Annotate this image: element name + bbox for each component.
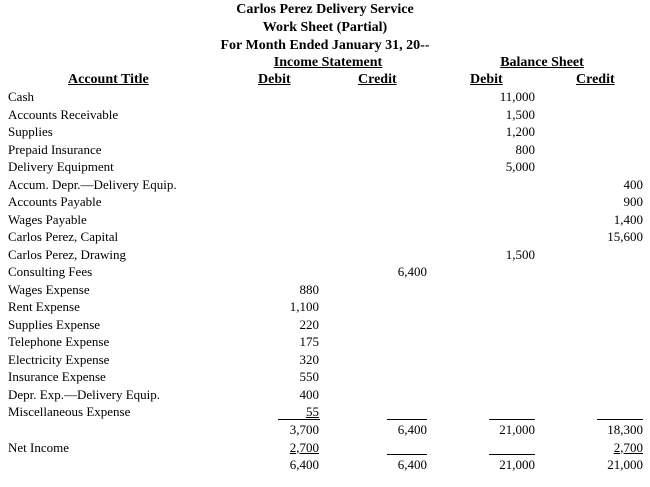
amount-bs-credit: 1,400 bbox=[613, 211, 643, 227]
subtotal-is-credit: 6,400 bbox=[397, 422, 427, 437]
account-title: Cash bbox=[8, 89, 34, 104]
table-row bbox=[0, 123, 650, 141]
amount-is-debit: 320 bbox=[299, 351, 319, 367]
amount-bs-debit: 1,200 bbox=[505, 124, 535, 139]
rule-bs-debit-1 bbox=[489, 419, 535, 420]
amount-is-debit: 550 bbox=[299, 369, 319, 384]
amount-is-debit: 55 bbox=[306, 404, 319, 419]
rule-is-debit-1 bbox=[278, 419, 320, 420]
amount-bs-credit: 900 bbox=[623, 194, 643, 209]
table-row bbox=[0, 158, 650, 176]
table-row bbox=[0, 211, 650, 229]
amount-bs-debit: 1,500 bbox=[505, 106, 535, 122]
table-row bbox=[0, 316, 650, 334]
subtotal-row bbox=[0, 421, 650, 439]
amount-bs-credit: 400 bbox=[623, 176, 643, 192]
company-name: Carlos Perez Delivery Service bbox=[236, 2, 414, 17]
table-row bbox=[0, 193, 650, 211]
table-row bbox=[0, 403, 650, 421]
amount-bs-debit: 1,500 bbox=[505, 246, 535, 262]
account-title: Supplies bbox=[8, 124, 53, 139]
amount-is-debit: 1,100 bbox=[289, 299, 319, 314]
table-row bbox=[0, 263, 650, 281]
amount-is-debit: 400 bbox=[299, 386, 319, 402]
account-title-header: Account Title bbox=[68, 72, 149, 87]
balance-credit-header: Credit bbox=[576, 72, 615, 87]
rule-is-credit-1 bbox=[387, 419, 427, 420]
income-debit-header: Debit bbox=[258, 72, 291, 87]
balance-sheet-group-label: Balance Sheet bbox=[500, 55, 584, 70]
total-is-credit: 6,400 bbox=[397, 457, 427, 472]
rule-bs-credit-1 bbox=[597, 419, 643, 420]
total-bs-credit: 21,000 bbox=[607, 457, 643, 472]
account-title: Rent Expense bbox=[8, 299, 80, 314]
table-row bbox=[0, 386, 650, 404]
table-row bbox=[0, 106, 650, 124]
amount-bs-debit: 5,000 bbox=[505, 159, 535, 174]
net-income-is-debit: 2,700 bbox=[289, 439, 319, 455]
net-income-row bbox=[0, 439, 650, 457]
total-is-debit: 6,400 bbox=[289, 457, 319, 472]
account-title: Insurance Expense bbox=[8, 369, 106, 384]
amount-bs-debit: 11,000 bbox=[499, 89, 535, 104]
amount-is-debit: 220 bbox=[299, 316, 319, 332]
amount-is-debit: 175 bbox=[299, 334, 319, 349]
table-row bbox=[0, 333, 650, 351]
table-row bbox=[0, 176, 650, 194]
income-credit-header: Credit bbox=[358, 72, 397, 87]
account-title: Telephone Expense bbox=[8, 334, 110, 349]
account-title: Prepaid Insurance bbox=[8, 141, 102, 157]
period-title: For Month Ended January 31, 20-- bbox=[220, 38, 430, 53]
account-title: Wages Expense bbox=[8, 281, 90, 297]
totals-row bbox=[0, 456, 650, 474]
subtotal-bs-debit: 21,000 bbox=[499, 422, 535, 437]
table-row bbox=[0, 351, 650, 369]
account-title: Wages Payable bbox=[8, 211, 87, 227]
document-title: Work Sheet (Partial) bbox=[262, 20, 388, 35]
account-title: Consulting Fees bbox=[8, 264, 93, 279]
table-row bbox=[0, 228, 650, 246]
income-statement-group-label: Income Statement bbox=[273, 55, 383, 70]
amount-is-debit: 880 bbox=[299, 281, 319, 297]
total-bs-debit: 21,000 bbox=[499, 457, 535, 472]
account-title: Delivery Equipment bbox=[8, 159, 114, 174]
subtotal-bs-credit: 18,300 bbox=[607, 422, 643, 437]
table-row bbox=[0, 298, 650, 316]
account-title: Accum. Depr.—Delivery Equip. bbox=[8, 176, 177, 192]
account-title: Carlos Perez, Drawing bbox=[8, 246, 127, 262]
amount-bs-credit: 15,600 bbox=[607, 229, 643, 244]
amount-bs-debit: 800 bbox=[515, 141, 535, 157]
net-income-bs-credit: 2,700 bbox=[613, 439, 643, 455]
amount-is-credit: 6,400 bbox=[397, 264, 427, 279]
balance-debit-header: Debit bbox=[470, 72, 503, 87]
account-title: Supplies Expense bbox=[8, 316, 101, 332]
account-title: Miscellaneous Expense bbox=[8, 404, 131, 419]
table-row bbox=[0, 246, 650, 264]
account-title: Electricity Expense bbox=[8, 351, 110, 367]
table-row bbox=[0, 281, 650, 299]
subtotal-is-debit: 3,700 bbox=[289, 422, 319, 437]
account-title: Carlos Perez, Capital bbox=[8, 229, 119, 244]
account-title: Depr. Exp.—Delivery Equip. bbox=[8, 386, 160, 402]
table-row bbox=[0, 368, 650, 386]
net-income-label: Net Income bbox=[8, 439, 70, 455]
table-row bbox=[0, 141, 650, 159]
account-title: Accounts Payable bbox=[8, 194, 102, 209]
account-title: Accounts Receivable bbox=[8, 106, 119, 122]
table-row bbox=[0, 88, 650, 106]
